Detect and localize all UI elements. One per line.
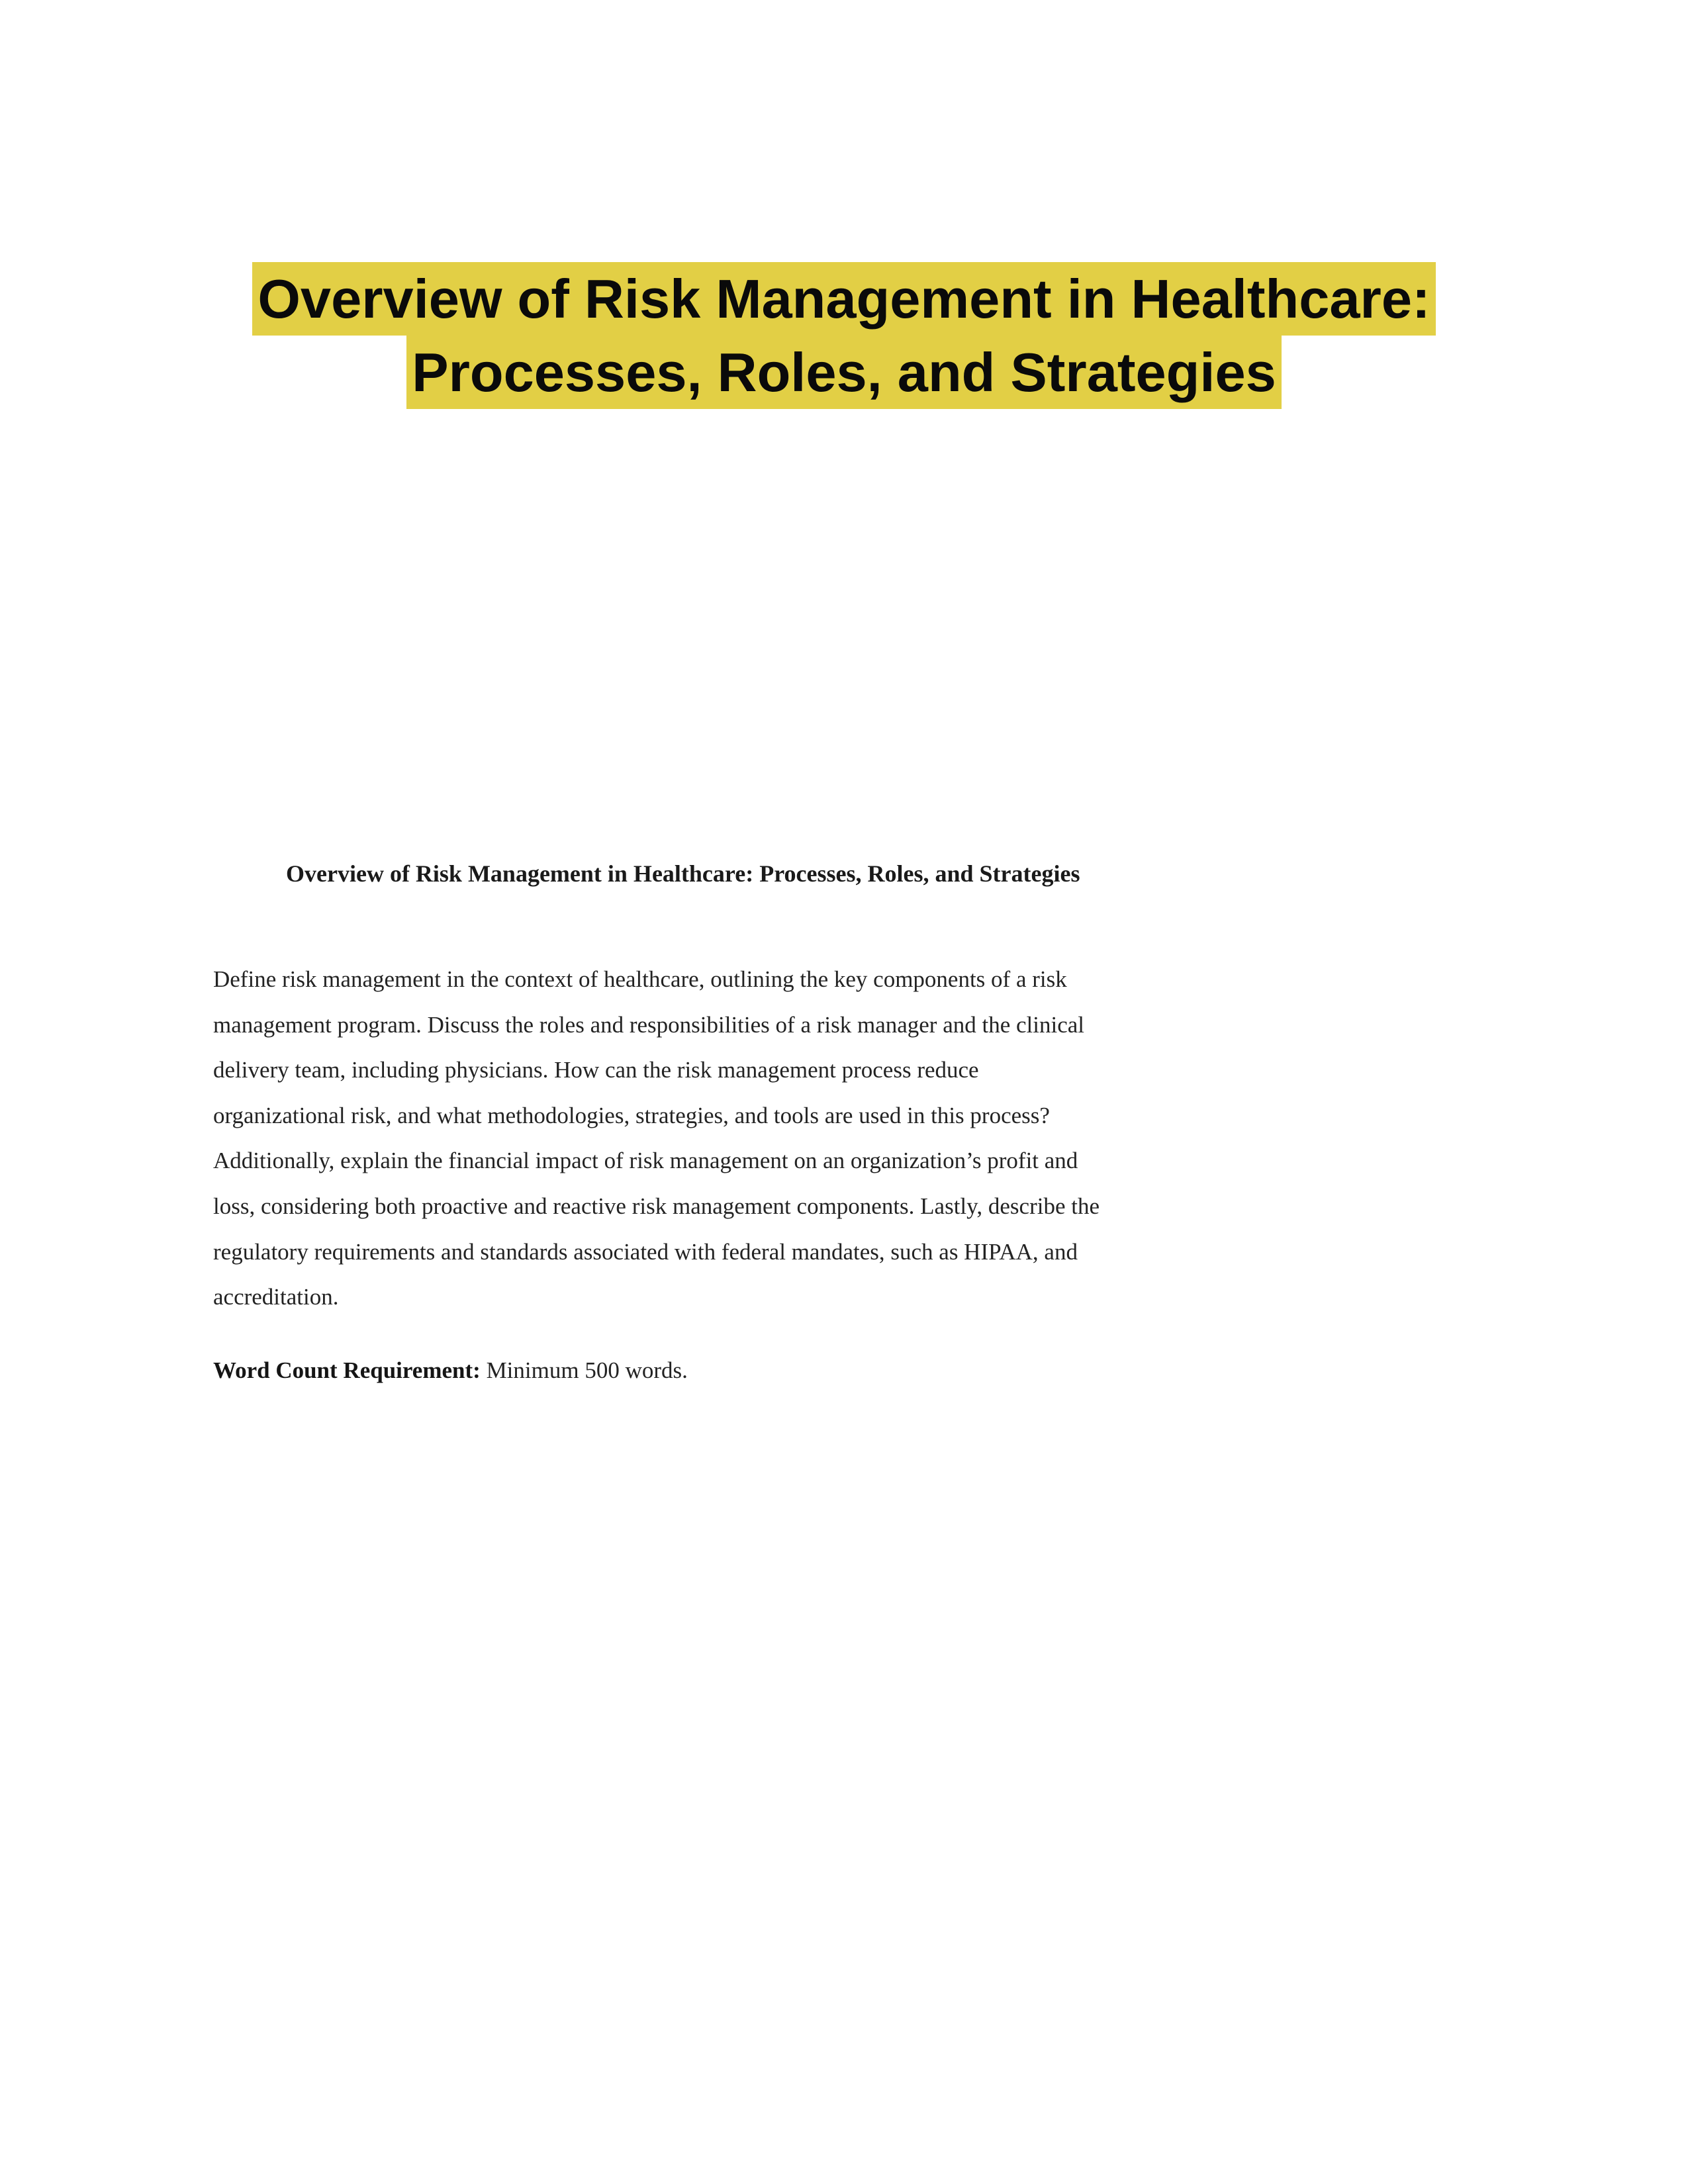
word-count-value: Minimum 500 words. — [480, 1357, 688, 1383]
paragraph-line: delivery team, including physicians. How can the risk management process reduce — [213, 1057, 979, 1083]
paragraph-line: loss, considering both proactive and reactive risk management components. Lastly, describe the — [213, 1193, 1100, 1219]
assignment-paragraph — [213, 957, 1299, 1320]
title-line-2: Processes, Roles, and Strategies — [406, 336, 1282, 409]
embedded-document-image — [213, 854, 1299, 1390]
embedded-heading: Overview of Risk Management in Healthcare: Processes, Roles, and Strategies — [286, 860, 1080, 887]
paragraph-line: Additionally, explain the financial impact of risk management on an organization’s profit and — [213, 1148, 1078, 1174]
title-line-1: Overview of Risk Management in Healthcare: — [252, 262, 1435, 336]
word-count-label: Word Count Requirement: — [213, 1357, 481, 1383]
paragraph-line: accreditation. — [213, 1284, 339, 1310]
word-count-requirement — [213, 1351, 1299, 1390]
paragraph-line: organizational risk, and what methodologies, strategies, and tools are used in this process? — [213, 1102, 1050, 1128]
paragraph-line: management program. Discuss the roles and responsibilities of a risk manager and the clinical — [213, 1011, 1085, 1038]
paragraph-line: Define risk management in the context of healthcare, outlining the key components of a risk — [213, 966, 1067, 992]
highlighted-title — [0, 262, 1688, 409]
paragraph-line: regulatory requirements and standards associated with federal mandates, such as HIPAA, and — [213, 1238, 1078, 1265]
